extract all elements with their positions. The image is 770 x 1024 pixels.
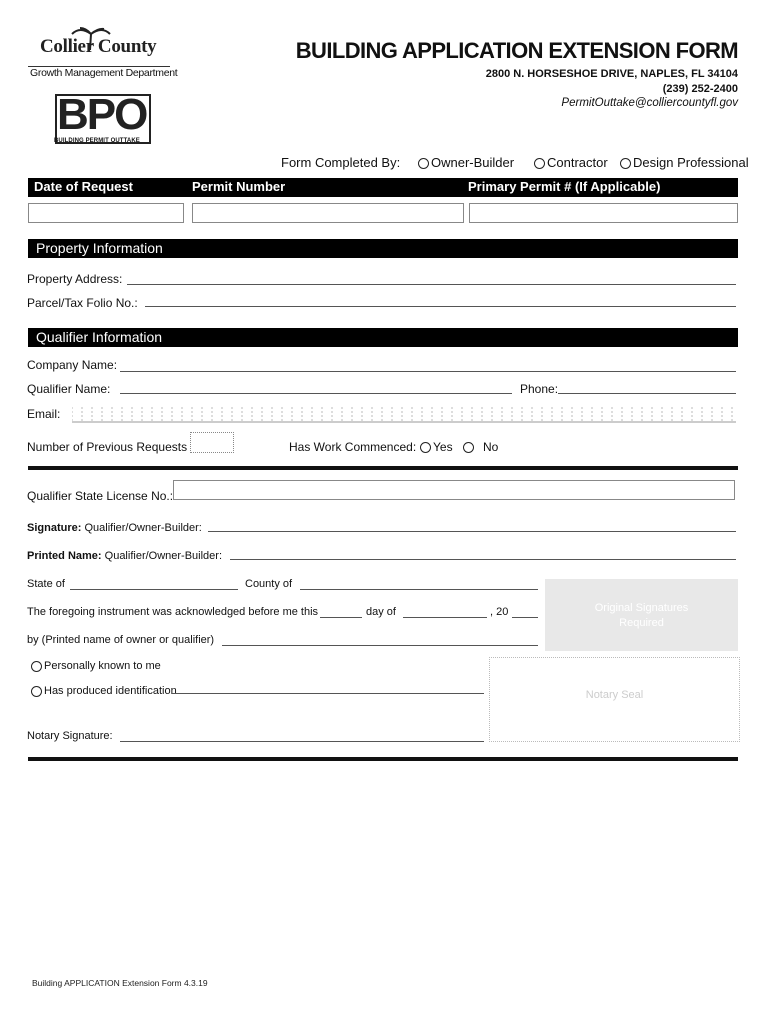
previous-requests-label: Number of Previous Requests (27, 440, 188, 454)
license-label: Qualifier State License No.: (27, 489, 174, 503)
property-heading: Property Information (36, 240, 163, 256)
produced-id-option[interactable] (31, 685, 177, 697)
previous-requests-input[interactable] (190, 432, 234, 453)
email-comb-field[interactable] (72, 405, 736, 423)
bpo-logo-text: BPO (57, 90, 147, 139)
yes-label: Yes (433, 440, 453, 454)
date-of-request-input[interactable] (28, 203, 184, 223)
license-input[interactable] (173, 480, 735, 500)
radio-icon[interactable] (463, 442, 474, 453)
printed-name-line[interactable] (230, 559, 736, 560)
qualifier-name-line[interactable] (120, 393, 512, 394)
primary-permit-input[interactable] (469, 203, 738, 223)
state-of-line[interactable] (70, 589, 238, 590)
option-contractor[interactable] (534, 155, 608, 170)
company-name-line[interactable] (120, 371, 736, 372)
printed-name-label (27, 550, 222, 562)
notary-signature-label: Notary Signature: (27, 730, 113, 742)
date-of-request-heading: Date of Request (34, 179, 133, 194)
department-name: Growth Management Department (30, 67, 178, 79)
form-footer: Building APPLICATION Extension Form 4.3.19 (32, 978, 208, 988)
radio-icon[interactable] (620, 158, 631, 169)
property-address-line[interactable] (127, 284, 736, 285)
property-section-bar (28, 239, 738, 258)
permit-number-heading: Permit Number (192, 179, 286, 194)
radio-icon[interactable] (418, 158, 429, 169)
radio-icon[interactable] (31, 661, 42, 672)
notary-signature-line[interactable] (120, 741, 484, 742)
bpo-caption: BUILDING PERMIT OUTTAKE (54, 138, 140, 144)
no-label: No (483, 440, 499, 454)
by-label: by (Printed name of owner or qualifier) (27, 634, 215, 646)
permit-number-input[interactable] (192, 203, 464, 223)
phone-label: Phone: (520, 382, 559, 396)
property-address-label: Property Address: (27, 272, 123, 286)
signature-line[interactable] (208, 531, 736, 532)
notary-seal-box (489, 657, 740, 742)
option-owner-builder[interactable] (418, 155, 514, 170)
month-line[interactable] (403, 617, 487, 618)
county-of-label: County of (245, 578, 293, 590)
signature-label (27, 522, 202, 534)
company-name-label: Company Name: (27, 358, 118, 372)
county-of-line[interactable] (300, 589, 538, 590)
printed-label-bold: Printed Name: (27, 550, 102, 562)
parcel-line[interactable] (145, 306, 736, 307)
printed-label-rest: Qualifier/Owner-Builder: (104, 550, 223, 562)
option-design-professional[interactable] (620, 155, 749, 170)
radio-icon[interactable] (420, 442, 431, 453)
year-line[interactable] (512, 617, 538, 618)
original-signatures-box (545, 579, 738, 651)
state-of-label: State of (27, 578, 65, 590)
personally-known-label: Personally known to me (44, 660, 161, 672)
qualifier-heading: Qualifier Information (36, 329, 163, 345)
office-email: PermitOuttake@colliercountyfl.gov (561, 97, 738, 109)
bottom-divider (28, 757, 738, 761)
address-line: 2800 N. HORSESHOE DRIVE, NAPLES, FL 34104 (485, 68, 738, 80)
option-label: Design Professional (633, 155, 749, 170)
by-line[interactable] (222, 645, 538, 646)
year-label: , 20 (490, 606, 509, 618)
work-commenced-no[interactable] (463, 440, 498, 454)
email-label: Email: (27, 407, 61, 421)
identification-line[interactable] (172, 693, 484, 694)
phone-line: (239) 252-2400 (662, 83, 738, 95)
qualifier-name-label: Qualifier Name: (27, 382, 111, 396)
completed-by-label: Form Completed By: (281, 155, 401, 170)
personally-known-option[interactable] (31, 660, 161, 672)
section-divider (28, 466, 738, 470)
office-address (486, 67, 738, 97)
work-commenced-label: Has Work Commenced: (289, 440, 417, 454)
radio-icon[interactable] (534, 158, 545, 169)
signature-label-bold: Signature: (27, 522, 82, 534)
produced-id-label: Has produced identification (44, 685, 177, 697)
day-of-label: day of (366, 606, 396, 618)
qualifier-section-bar (28, 328, 738, 347)
signature-label-rest: Qualifier/Owner-Builder: (84, 522, 202, 534)
option-label: Owner-Builder (431, 155, 515, 170)
radio-icon[interactable] (31, 686, 42, 697)
phone-line[interactable] (558, 393, 736, 394)
original-signatures-text: Original Signatures Required (594, 602, 689, 629)
notary-seal-text: Notary Seal (585, 689, 644, 701)
option-label: Contractor (547, 155, 608, 170)
county-name: Collier County (40, 36, 157, 57)
parcel-label: Parcel/Tax Folio No.: (27, 296, 138, 310)
primary-permit-heading: Primary Permit # (If Applicable) (468, 179, 661, 194)
acknowledged-label: The foregoing instrument was acknowledged before me this (27, 606, 319, 618)
form-title: BUILDING APPLICATION EXTENSION FORM (295, 38, 738, 63)
permit-header-bar (28, 178, 738, 197)
work-commenced-yes[interactable] (420, 440, 453, 454)
day-line[interactable] (320, 617, 362, 618)
